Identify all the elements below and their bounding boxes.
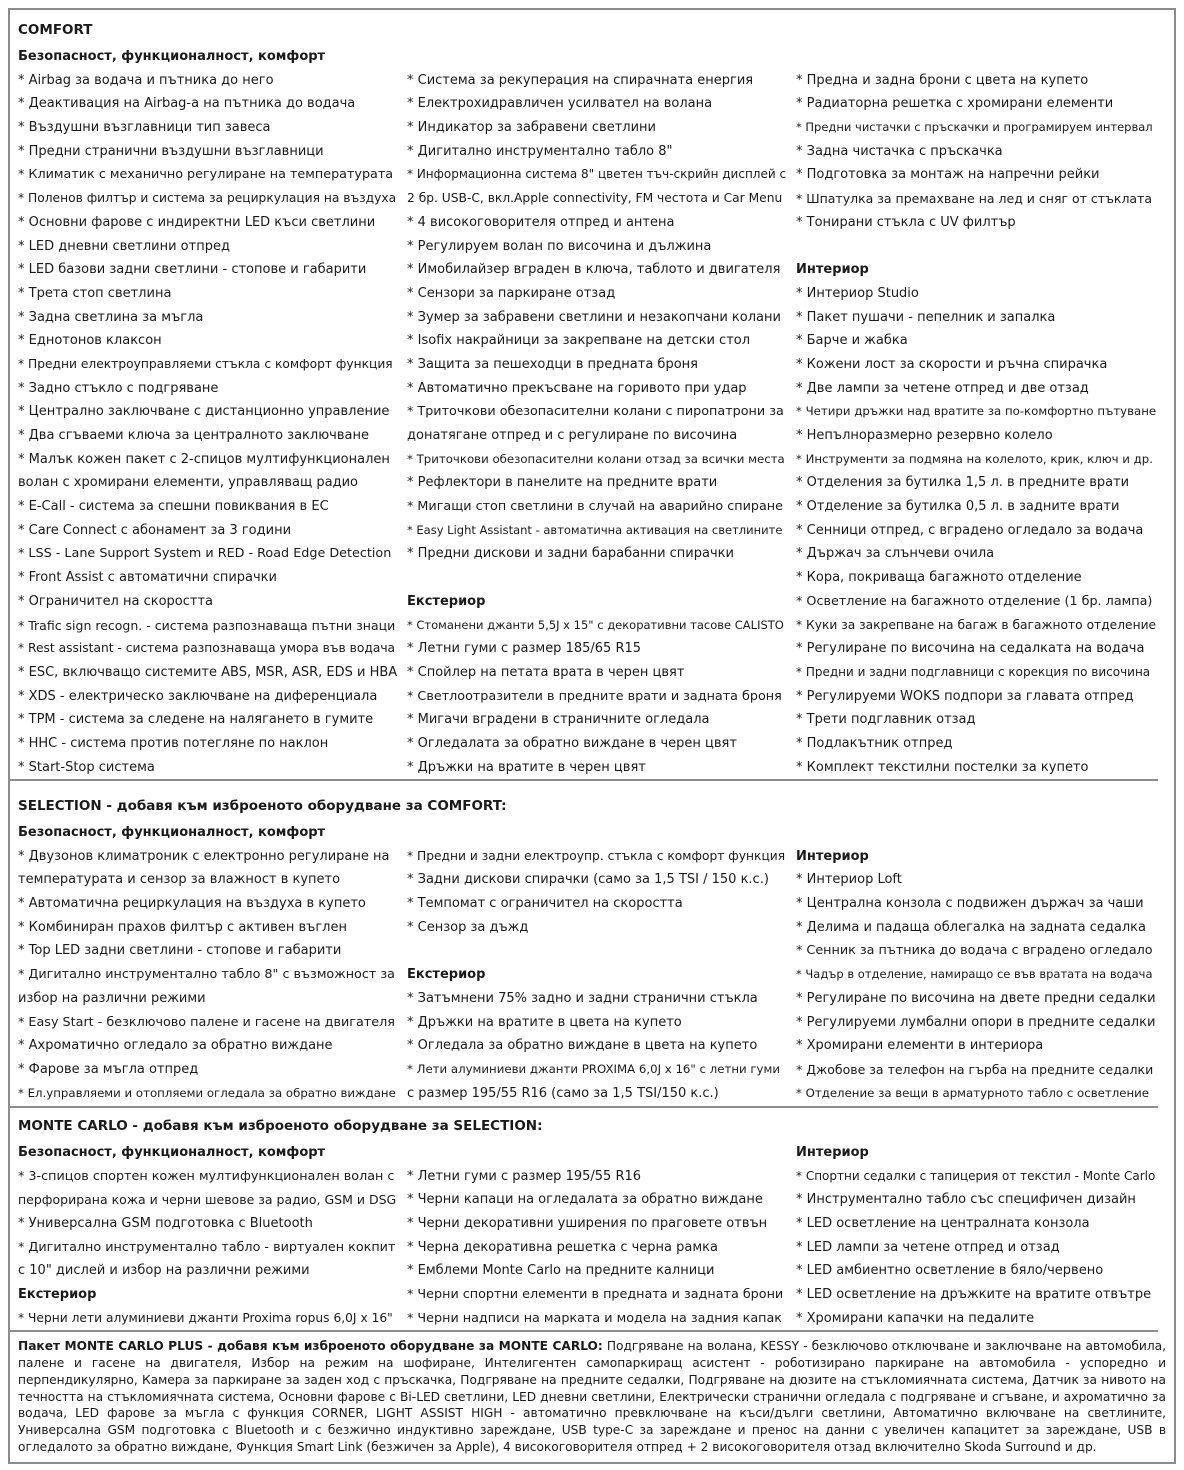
equipment-item: * Светлоотразители в предните врати и задната броня: [407, 688, 782, 704]
equipment-item: 2 бр. USB-C, вкл.Apple connectivity, FM честота и Car Menu: [407, 191, 783, 206]
equipment-item: * Отделения за бутилка 1,5 л. в предните врати: [796, 475, 1130, 491]
equipment-item: * LED лампи за четене отпред и отзад: [796, 1239, 1060, 1255]
equipment-item: * Комплект текстилни постелки за купето: [796, 759, 1089, 775]
equipment-item: * Предни и задни подглавници с корекция по височина: [796, 664, 1151, 679]
spacer: [407, 939, 787, 963]
equipment-item: * LED дневни светлини отпред: [18, 238, 230, 254]
monte-carlo-column-3: [796, 1141, 1156, 1331]
equipment-item: * Тонирани стъкла с UV филтър: [796, 214, 1016, 230]
equipment-item: * LED осветление на дръжките на вратите отвътре: [796, 1287, 1152, 1303]
equipment-item: * Климатик с механично регулиране на температурата: [18, 167, 394, 183]
equipment-item: * Мигачи вградени в страничните огледала: [407, 712, 710, 728]
equipment-item: * Инструменти за подмяна на колелото, крик, ключ и др.: [796, 451, 1153, 466]
subsection-heading: Екстериор: [407, 593, 486, 609]
equipment-item: * Централно заключване с дистанционно управление: [18, 404, 390, 420]
equipment-item: * ESC, включващо системите ABS, MSR, ASR, EDS и HBA: [18, 664, 398, 680]
equipment-item: * Кора, покриваща багажното отделение: [796, 570, 1082, 586]
equipment-item: * Ограничител на скоростта: [18, 593, 214, 609]
equipment-item: с размер 195/55 R16 (само за 1,5 TSI/150 к.с.): [407, 1085, 719, 1101]
equipment-item: * Мигащи стоп светлини в случай на аварийно спиране: [407, 499, 783, 515]
equipment-item: * Защита за пешеходци в предната броня: [407, 356, 698, 372]
spacer: [407, 821, 787, 845]
equipment-item: * Рефлектори в панелите на предните врати: [407, 475, 718, 491]
equipment-item: * Ахроматично огледало за обратно виждане: [18, 1038, 333, 1054]
equipment-item: * Предна и задна брони с цвета на купето: [796, 72, 1089, 88]
equipment-item: перфорирана кожа и черни шевове за радио, GSM и DSG: [18, 1192, 397, 1208]
equipment-item: * Задни дискови спирачки (само за 1,5 TSI / 150 к.с.): [407, 872, 769, 888]
equipment-item: * Черни капаци на огледалата за обратно виждане: [407, 1192, 763, 1208]
equipment-item: * Чадър в отделение, намиращо се във вратата на водача: [796, 967, 1153, 982]
equipment-item: * Четири дръжки над вратите за по-комфортно пътуване: [796, 404, 1157, 419]
subsection-heading: Безопасност, функционалност, комфорт: [18, 1145, 326, 1160]
equipment-item: * Регулируеми лумбални опори в предните седалки: [796, 1014, 1156, 1030]
monte-carlo-plus-paragraph: [18, 1338, 1166, 1456]
spacer: [796, 45, 1156, 69]
equipment-item: с 10" дислей и избор на различни режими: [18, 1263, 310, 1279]
equipment-item: * Трети подглавник отзад: [796, 712, 976, 728]
equipment-item: * Черни декоративни уширения по праговете отвън: [407, 1216, 768, 1232]
equipment-item: * XDS - електрическо заключване на диференциала: [18, 688, 378, 704]
equipment-item: * Летни гуми с размер 185/65 R15: [407, 641, 642, 657]
equipment-item: * Сензор за дъжд: [407, 919, 529, 935]
equipment-item: * Шпатулка за премахване на лед и сняг от стъклата: [796, 191, 1153, 207]
equipment-item: * Електрохидравличен усилвател на волана: [407, 96, 713, 112]
equipment-item: * Задно стъкло с подгряване: [18, 380, 219, 396]
equipment-item: * Хромирани елементи в интериора: [796, 1038, 1044, 1054]
equipment-item: * LED амбиентно осветление в бяло/червено: [796, 1263, 1104, 1279]
equipment-item: * Задна чистачка с пръскачка: [796, 143, 1003, 159]
section-comfort: [10, 22, 1156, 782]
equipment-item: * 4 високоговорителя отпред и антена: [407, 214, 675, 230]
subsection-heading: Безопасност, функционалност, комфорт: [18, 49, 326, 64]
equipment-item: * Интериор Loft: [796, 872, 902, 888]
selection-column-1: [18, 821, 398, 1105]
subsection-heading: Интериор: [796, 262, 869, 278]
equipment-item: * Сензори за паркиране отзад: [407, 285, 616, 301]
divider-1: [8, 779, 1158, 781]
comfort-column-3: [796, 45, 1156, 779]
equipment-item: * Джобове за телефон на гърба на предните седалки: [796, 1061, 1154, 1077]
equipment-item: * Ел.управляеми и отопляеми огледала за обратно виждане: [18, 1085, 396, 1100]
equipment-item: * Отделение за вещи в арматурното табло с осветление: [796, 1085, 1149, 1100]
equipment-item: * Регулиране по височина на двете предни седалки: [796, 990, 1156, 1006]
equipment-item: * Малък кожен пакет с 2-спицов мултифункционален: [18, 451, 390, 467]
equipment-item: * Фарове за мъгла отпред: [18, 1061, 199, 1077]
monte-carlo-column-1: [18, 1141, 398, 1331]
spacer: [796, 821, 1156, 845]
equipment-item: * Куки за закрепване на багаж в багажното отделение: [796, 617, 1157, 632]
equipment-item: * Летни гуми с размер 195/55 R16: [407, 1168, 642, 1184]
equipment-item: * Top LED задни светлини - стопове и габарити: [18, 943, 342, 959]
equipment-item: * Триточкови обезопасителни колани с пиропатрони за: [407, 404, 784, 420]
section-title-selection: SELECTION - добавя към изброеното оборудване за COMFORT:: [18, 798, 507, 814]
equipment-item: * Индикатор за забравени светлини: [407, 120, 656, 136]
equipment-item: * Зумер за забравени светлини и незакопчани колани: [407, 309, 781, 325]
equipment-item: * LSS - Lane Support System и RED - Road Edge Detection: [18, 546, 392, 562]
equipment-item: * Интериор Studio: [796, 285, 919, 301]
equipment-item: * Задна светлина за мъгла: [18, 309, 204, 325]
equipment-item: * E-Call - система за спешни повиквания в ЕС: [18, 499, 329, 515]
monte-carlo-column-2: [407, 1141, 787, 1331]
spacer: [796, 235, 1156, 259]
equipment-item: * Радиаторна решетка с хромирани елементи: [796, 96, 1114, 112]
equipment-item: * Дигитално инструментално табло - виртуален кокпит: [18, 1239, 396, 1255]
equipment-item: избор на различни режими: [18, 990, 206, 1006]
equipment-item: * Комбиниран прахов филтър с активен въглен: [18, 919, 347, 935]
equipment-item: * Черна декоративна решетка с черна рамка: [407, 1239, 719, 1255]
equipment-item: * Имобилайзер вграден в ключа, таблото и двигателя: [407, 262, 781, 278]
equipment-item: * 3-спицов спортен кожен мултифункционален волан с: [18, 1168, 395, 1184]
equipment-item: * LED базови задни светлини - стопове и габарити: [18, 262, 367, 278]
selection-column-3: [796, 821, 1156, 1105]
equipment-item: * Автоматична рециркулация на въздуха в купето: [18, 896, 366, 912]
equipment-item: * Два сгъваеми ключа за централното заключване: [18, 428, 369, 443]
equipment-item: * TPM - система за следене на налягането в гумите: [18, 712, 374, 728]
equipment-item: * Черни надписи на марката и модела на задния капак: [407, 1310, 783, 1326]
section-selection: [10, 798, 1156, 1103]
comfort-column-2: [407, 45, 787, 779]
equipment-item: * Спойлер на петата врата в черен цвят: [407, 664, 685, 680]
equipment-item: * Хромирани капачки на педалите: [796, 1310, 1035, 1326]
equipment-item: * Емблеми Monte Carlo на предните калници: [407, 1263, 715, 1279]
divider-3: [8, 1330, 1158, 1332]
monte-carlo-plus-title: Пакет MONTE CARLO PLUS - добавя към изброеното оборудване за MONTE CARLO:: [18, 1339, 603, 1353]
equipment-item: * Черни лети алуминиеви джанти Proxima ropus 6,0J x 16": [18, 1310, 393, 1325]
equipment-item: * Care Connect с абонамент за 3 години: [18, 522, 292, 538]
equipment-item: * Черни спортни елементи в предната и задната брони: [407, 1287, 784, 1303]
section-title-comfort: COMFORT: [18, 22, 93, 38]
equipment-item: * Isofix накрайници за закрепване на детски стол: [407, 333, 751, 349]
equipment-item: * Предни електроуправляеми стъкла с комфорт функция: [18, 356, 393, 371]
equipment-item: * Пакет пушачи - пепелник и запалка: [796, 309, 1056, 325]
equipment-item: * Start-Stop система: [18, 759, 155, 775]
equipment-item: * Отделение за бутилка 0,5 л. в задните врати: [796, 499, 1120, 515]
section-title-monte-carlo: MONTE CARLO - добавя към изброеното оборудване за SELECTION:: [18, 1118, 543, 1134]
equipment-item: * Барче и жабка: [796, 333, 908, 349]
equipment-item: * Дигитално инструментално табло 8": [407, 143, 673, 159]
equipment-item: * Темпомат с ограничител на скоростта: [407, 896, 683, 912]
equipment-item: * Поленов филтър и система за рециркулация на въздуха: [18, 191, 397, 206]
equipment-item: * Въздушни възглавници тип завеса: [18, 120, 271, 136]
subsection-heading: Екстериор: [407, 967, 486, 983]
equipment-item: * Осветление на багажното отделение (1 бр. лампа): [796, 593, 1153, 609]
equipment-item: * Регулируем волан по височина и дължина: [407, 238, 712, 254]
equipment-item: * Предни чистачки с пръскачки и програмируем интервал: [796, 120, 1153, 135]
equipment-item: * Две лампи за четене отпред и две отзад: [796, 380, 1089, 396]
equipment-item: * Дръжки на вратите в черен цвят: [407, 759, 646, 775]
equipment-item: * Автоматично прекъсване на горивото при удар: [407, 380, 747, 396]
equipment-item: * Стоманени джанти 5,5J x 15" с декоративни тасове CALISTO: [407, 617, 784, 632]
subsection-heading: Безопасност, функционалност, комфорт: [18, 825, 326, 840]
equipment-item: * Дръжки на вратите в цвета на купето: [407, 1014, 682, 1030]
equipment-item: * Front Assist с автоматични спирачки: [18, 570, 277, 586]
equipment-item: * Непълноразмерно резервно колело: [796, 428, 1053, 443]
equipment-item: * Огледалата за обратно виждане в черен цвят: [407, 735, 737, 751]
selection-column-2: [407, 821, 787, 1105]
equipment-item: * Делима и падаща облегалка на задната седалка: [796, 919, 1146, 935]
monte-carlo-plus-text: Подгряване на волана, KESSY - безключово отключване и заключване на автомобила, палене и гасене на двигателя, Избор на режим на шофиране, Интелигентен самопаркиращ асистент - роботизирано паркиране на автомобила - успоредно и перпендикулярно, Камера за паркиране за заден ход с пръскачка, Подгряване на предните седалки, Подгряване на дюзите на стъкломиячната система, Датчик за нивото на течността на стъкломиячната система, Основни фарове с Bi-LED светлини, LED дневни светлини, Електрически странични огледала с подгряване и сгъване, и ахроматично за водача, LED фарове за мъгла с функция CORNER, LIGHT ASSIST HIGH - автоматично превключване на къси/дълги светлини, Автоматично включване на светлините, Универсална GSM подготовка с Bluetooth и с безжично индуктивно зареждане, USB type-C за зареждане и пренос на данни с увеличен капацитет за зареждане, USB в огледалото за обратно виждане, Функция Smart Link (безжичен за Apple), 4 високоговорителя отпред + 2 високоговорителя отзад включително Skoda Surround и др.: [18, 1339, 1166, 1455]
subsection-heading: Интериор: [796, 848, 869, 864]
equipment-item: температурата и сензор за влажност в купето: [18, 872, 341, 888]
equipment-item: * Двузонов климатроник с електронно регулиране на: [18, 848, 390, 864]
equipment-item: волан с хромирани елементи, управляващ радио: [18, 475, 358, 491]
equipment-item: * Сенник за пътника до водача с вградено огледало: [796, 943, 1153, 959]
equipment-item: * Деактивация на Airbag-а на пътника до водача: [18, 96, 356, 112]
subsection-heading: Екстериор: [18, 1287, 97, 1303]
equipment-item: * Easy Light Assistant - автоматична активация на светлините: [407, 522, 783, 537]
subsection-heading: Интериор: [796, 1145, 869, 1160]
spacer: [407, 45, 787, 69]
equipment-item: * Универсална GSM подготовка с Bluetooth: [18, 1216, 313, 1232]
equipment-item: * Централна конзола с подвижен държач за чаши: [796, 896, 1144, 912]
equipment-item: * Подготовка за монтаж на напречни рейки: [796, 167, 1100, 183]
equipment-item: * Система за рекуперация на спирачната енергия: [407, 72, 754, 88]
equipment-item: * Лети алуминиеви джанти PROXIMA 6,0J x 16" с летни гуми: [407, 1061, 781, 1076]
equipment-item: * Airbag за водача и пътника до него: [18, 72, 274, 88]
equipment-item: * Триточкови обезопасителни колани отзад за всички места: [407, 451, 785, 466]
equipment-item: * Подлакътник отпред: [796, 735, 953, 751]
equipment-item: донатягане отпред и с регулиране по височина: [407, 428, 738, 443]
equipment-item: * Основни фарове с индиректни LED къси светлини: [18, 214, 376, 230]
divider-2: [8, 1106, 1158, 1108]
equipment-item: * Easy Start - безключово палене и гасене на двигателя: [18, 1014, 395, 1030]
equipment-item: * Регулируеми WOKS подпори за главата отпред: [796, 688, 1134, 704]
equipment-item: * Трета стоп светлина: [18, 285, 172, 301]
equipment-item: * Инструментално табло със специфичен дизайн: [796, 1192, 1136, 1208]
equipment-item: * Предни дискови и задни барабанни спирачки: [407, 546, 734, 562]
equipment-item: * Затъмнени 75% задно и задни странични стъкла: [407, 990, 758, 1006]
equipment-item: * Информационна система 8" цветен тъч-скрийн дисплей с: [407, 167, 787, 182]
equipment-item: * Кожени лост за скорости и ръчна спирачка: [796, 356, 1108, 372]
equipment-item: * Спортни седалки с тапицерия от текстил - Monte Carlo: [796, 1168, 1156, 1183]
equipment-item: * Еднотонов клаксон: [18, 333, 162, 349]
equipment-item: * LED осветление на централната конзола: [796, 1216, 1090, 1232]
equipment-item: * Дигитално инструментално табло 8" с възможност за: [18, 967, 395, 983]
equipment-item: * Регулиране по височина на седалката на водача: [796, 641, 1145, 657]
equipment-item: * Rest assistant - система разпознаваща умора във водача: [18, 641, 396, 656]
equipment-item: * Предни странични въздушни възглавници: [18, 143, 324, 159]
equipment-item: * Държач за слънчеви очила: [796, 546, 995, 562]
section-monte-carlo: [10, 1118, 1156, 1328]
comfort-column-1: [18, 45, 398, 779]
equipment-item: * HHC - система против потегляне по наклон: [18, 735, 329, 751]
equipment-item: * Сенници отпред, с вградено огледало за водача: [796, 522, 1144, 538]
spacer: [407, 1141, 787, 1165]
spacer: [407, 566, 787, 590]
equipment-item: * Trafic sign recogn. - система разпознаваща пътни знаци: [18, 617, 396, 633]
equipment-item: * Предни и задни електроупр. стъкла с комфорт функция: [407, 848, 786, 863]
equipment-item: * Огледала за обратно виждане в цвета на купето: [407, 1038, 758, 1054]
